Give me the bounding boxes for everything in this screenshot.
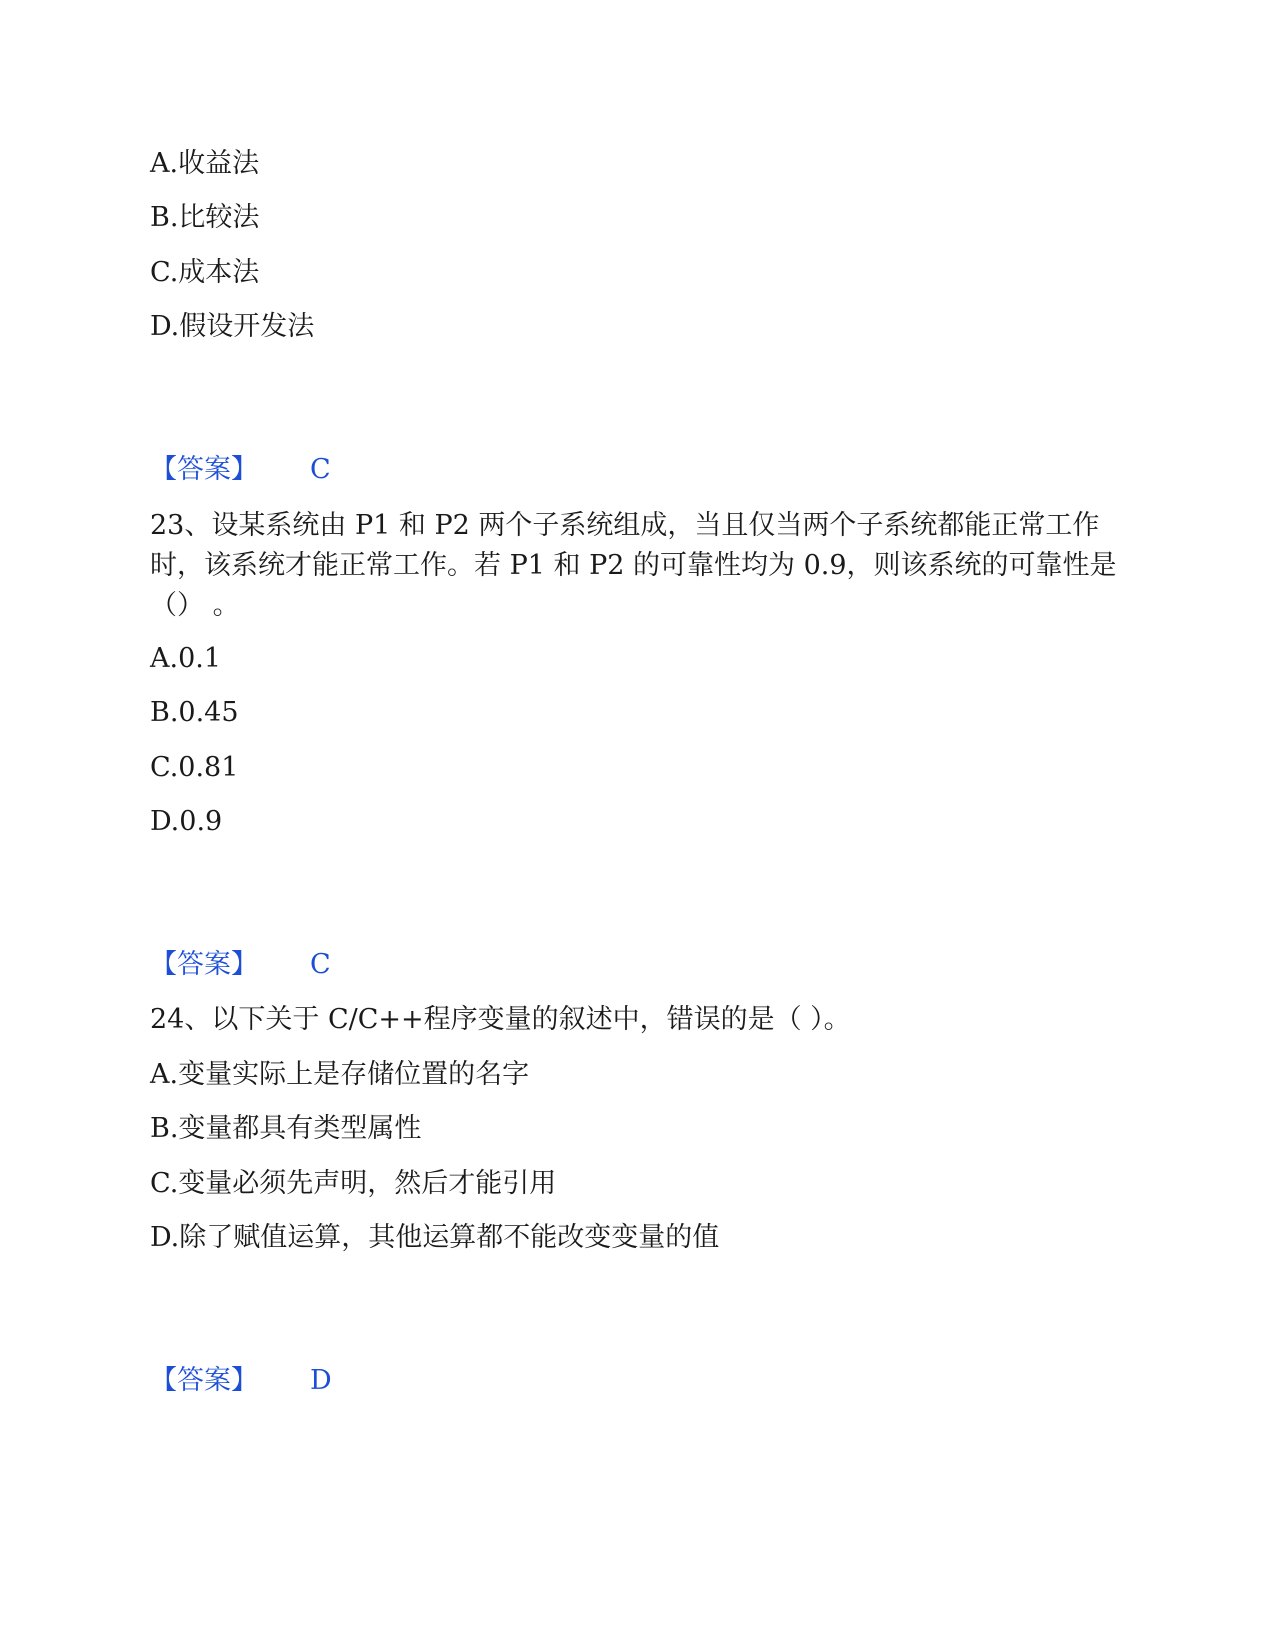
q23-question: 23、设某系统由 P1 和 P2 两个子系统组成，当且仅当两个子系统都能正常工作时，该系统才能正常工作。若 P1 和 P2 的可靠性均为 0.9，则该系统的可靠性是 （） 。 bbox=[150, 510, 1117, 621]
q23-option-a: A.0.1 bbox=[150, 643, 222, 674]
answer-value: C bbox=[310, 454, 331, 485]
answer-value: D bbox=[310, 1365, 332, 1396]
q22-answer bbox=[150, 456, 331, 483]
answer-label: 【答案】 bbox=[150, 949, 258, 980]
q22-option-b: B.比较法 bbox=[150, 202, 260, 233]
q23-option-c: C.0.81 bbox=[150, 752, 239, 783]
q23-answer bbox=[150, 951, 331, 978]
q24-option-a: A.变量实际上是存储位置的名字 bbox=[150, 1059, 530, 1090]
q24-option-c: C.变量必须先声明，然后才能引用 bbox=[150, 1168, 557, 1199]
q22-option-c: C.成本法 bbox=[150, 257, 260, 288]
q24-answer bbox=[150, 1367, 332, 1394]
answer-label: 【答案】 bbox=[150, 454, 258, 485]
q24-option-b: B.变量都具有类型属性 bbox=[150, 1113, 422, 1144]
q24-option-d: D.除了赋值运算，其他运算都不能改变变量的值 bbox=[150, 1222, 720, 1253]
q23-option-b: B.0.45 bbox=[150, 697, 239, 728]
q23-option-d: D.0.9 bbox=[150, 806, 223, 837]
answer-value: C bbox=[310, 949, 331, 980]
answer-label: 【答案】 bbox=[150, 1365, 258, 1396]
q22-option-d: D.假设开发法 bbox=[150, 311, 315, 342]
q22-option-a: A.收益法 bbox=[150, 148, 260, 179]
q24-question: 24、以下关于 C/C++程序变量的叙述中，错误的是（ ）。 bbox=[150, 1004, 851, 1035]
